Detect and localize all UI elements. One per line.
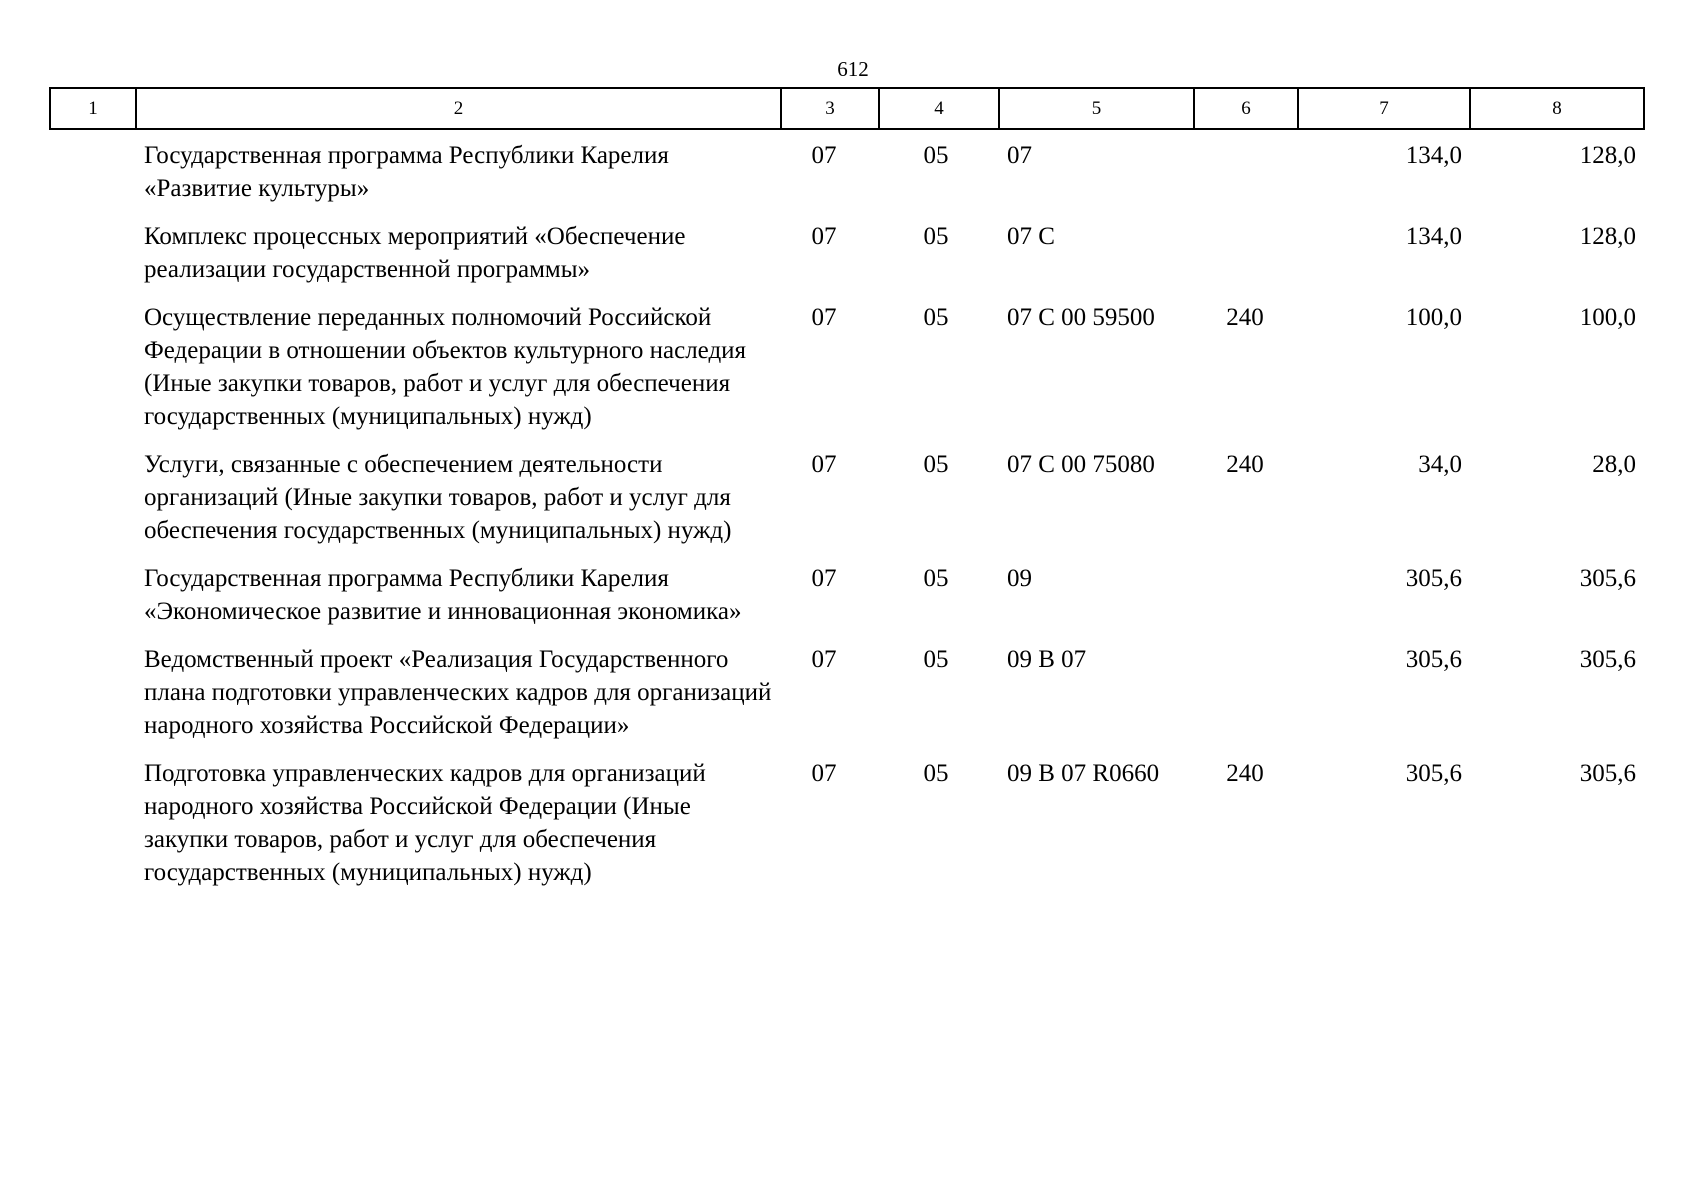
table-row	[50, 220, 1644, 301]
table-row	[50, 757, 1644, 904]
column-header-6: 6	[1194, 88, 1298, 129]
column-header-2: 2	[136, 88, 781, 129]
cell-col4: 05	[923, 142, 949, 169]
cell-col5-code: 09 В 07 R0660	[1007, 760, 1160, 787]
column-header-5: 5	[999, 88, 1194, 129]
cell-col4: 05	[923, 223, 949, 250]
cell-col4: 05	[923, 646, 949, 673]
cell-col6	[1194, 220, 1298, 301]
cell-col8-amount: 100,0	[1579, 304, 1636, 331]
cell-col5-code: 07 С 00 75080	[1007, 451, 1155, 478]
cell-col8-amount: 305,6	[1579, 760, 1636, 787]
cell-col3: 07	[811, 304, 837, 331]
cell-col5-code: 07	[1007, 142, 1032, 169]
cell-empty	[50, 562, 136, 643]
cell-empty	[50, 220, 136, 301]
cell-empty	[50, 757, 136, 904]
column-header-4: 4	[879, 88, 999, 129]
cell-item-name: Государственная программа Республики Карелия «Развитие культуры»	[144, 142, 669, 202]
cell-col6	[1194, 129, 1298, 220]
table-row	[50, 448, 1644, 562]
cell-col8-amount: 305,6	[1579, 646, 1636, 673]
cell-col4: 05	[923, 565, 949, 592]
cell-col6: 240	[1226, 304, 1264, 331]
cell-item-name: Услуги, связанные с обеспечением деятельности организаций (Иные закупки товаров, работ и услуг для обеспечения государственных (муниципальных) нужд)	[144, 451, 732, 544]
table-row	[50, 643, 1644, 757]
cell-col7-amount: 305,6	[1405, 760, 1462, 787]
cell-col3: 07	[811, 565, 837, 592]
cell-item-name: Осуществление переданных полномочий Российской Федерации в отношении объектов культурного наследия (Иные закупки товаров, работ и услуг для обеспечения государственных (муниципальных) нужд)	[144, 304, 747, 430]
column-header-1: 1	[50, 88, 136, 129]
cell-col7-amount: 100,0	[1405, 304, 1462, 331]
budget-table	[49, 87, 1645, 904]
cell-col7-amount: 305,6	[1405, 646, 1462, 673]
cell-col6: 240	[1226, 451, 1264, 478]
cell-col7-amount: 134,0	[1405, 142, 1462, 169]
cell-col5-code: 09	[1007, 565, 1032, 592]
cell-col7-amount: 134,0	[1405, 223, 1462, 250]
table-row	[50, 129, 1644, 220]
table-row	[50, 562, 1644, 643]
cell-item-name: Ведомственный проект «Реализация Государственного плана подготовки управленческих кадров для организаций народного хозяйства Российской Федерации»	[144, 646, 772, 739]
cell-col7-amount: 34,0	[1418, 451, 1462, 478]
cell-col5-code: 09 В 07	[1007, 646, 1087, 673]
column-header-3: 3	[781, 88, 879, 129]
cell-item-name: Государственная программа Республики Карелия «Экономическое развитие и инновационная экономика»	[144, 565, 742, 625]
cell-col8-amount: 128,0	[1579, 223, 1636, 250]
cell-col6: 240	[1226, 760, 1264, 787]
cell-col4: 05	[923, 760, 949, 787]
cell-col8-amount: 128,0	[1579, 142, 1636, 169]
column-number-header-row	[50, 88, 1644, 129]
cell-col8-amount: 305,6	[1579, 565, 1636, 592]
cell-empty	[50, 129, 136, 220]
cell-empty	[50, 301, 136, 448]
cell-col8-amount: 28,0	[1592, 451, 1636, 478]
cell-col5-code: 07 С	[1007, 223, 1055, 250]
cell-col7-amount: 305,6	[1405, 565, 1462, 592]
column-header-7: 7	[1298, 88, 1470, 129]
cell-empty	[50, 448, 136, 562]
cell-col5-code: 07 С 00 59500	[1007, 304, 1155, 331]
table-row	[50, 301, 1644, 448]
cell-col3: 07	[811, 142, 837, 169]
cell-col3: 07	[811, 451, 837, 478]
column-header-8: 8	[1470, 88, 1644, 129]
cell-col3: 07	[811, 223, 837, 250]
cell-col3: 07	[811, 646, 837, 673]
cell-col4: 05	[923, 451, 949, 478]
cell-item-name: Подготовка управленческих кадров для организаций народного хозяйства Российской Федерации (Иные закупки товаров, работ и услуг для обеспечения государственных (муниципальных) нужд)	[144, 760, 706, 886]
cell-empty	[50, 643, 136, 757]
cell-col4: 05	[923, 304, 949, 331]
cell-col6	[1194, 643, 1298, 757]
cell-item-name: Комплекс процессных мероприятий «Обеспечение реализации государственной программы»	[144, 223, 686, 283]
cell-col3: 07	[811, 760, 837, 787]
cell-col6	[1194, 562, 1298, 643]
page-number: 612	[837, 57, 869, 81]
